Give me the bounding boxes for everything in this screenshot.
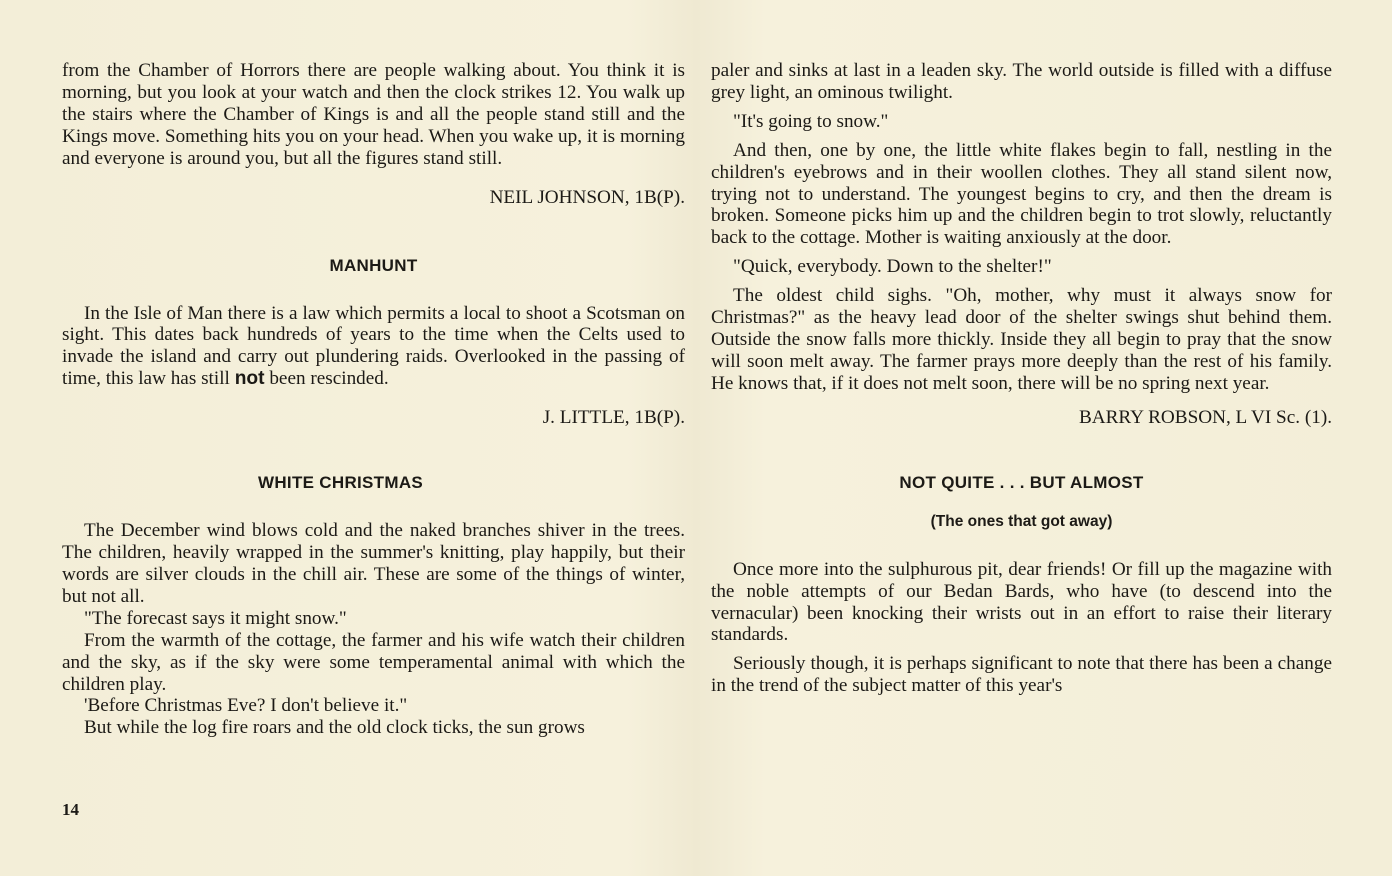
heading-manhunt: MANHUNT — [329, 255, 418, 275]
right-column — [711, 60, 1332, 697]
white-christmas-paragraph-4: 'Before Christmas Eve? I don't believe it." — [84, 695, 408, 717]
author-signature-j-little: J. LITTLE, 1B(P). — [542, 407, 685, 429]
white-christmas-paragraph-6: paler and sinks at last in a leaden sky. The world outside is filled with a diffuse grey light, an ominous twilight. — [711, 60, 1332, 103]
left-column — [62, 60, 685, 739]
white-christmas-paragraph-9: "Quick, everybody. Down to the shelter!" — [733, 256, 1052, 278]
white-christmas-paragraph-3: From the warmth of the cottage, the farmer and his wife watch their children and the sky, as if the sky were some temperamental animal with which the children play. — [62, 629, 685, 695]
subheading-ones-that-got-away: (The ones that got away) — [930, 512, 1113, 530]
white-christmas-paragraph-5: But while the log fire roars and the old clock ticks, the sun grows — [84, 717, 585, 739]
emphasis-not: not — [234, 368, 265, 390]
heading-white-christmas: WHITE CHRISTMAS — [258, 473, 424, 493]
white-christmas-paragraph-7: "It's going to snow." — [733, 110, 889, 132]
not-quite-paragraph-2: Seriously though, it is perhaps significant to note that there has been a change in the trend of the subject matter of this year's — [711, 653, 1332, 697]
page-number: 14 — [62, 800, 79, 819]
manhunt-paragraph: In the Isle of Man there is a law which permits a local to shoot a Scotsman on sight. This dates back hundreds of years to the time when the Celts used to invade the island and carry out plundering raids. Overlooked in the passing of time, this law has still not been rescinded. — [62, 302, 685, 390]
white-christmas-paragraph-1: The December wind blows cold and the naked branches shiver in the trees. The children, heavily wrapped in the summer's knitting, play happily, but their words are silver clouds in the chill air. These are some of the things of winter, but not all. — [62, 520, 685, 607]
white-christmas-paragraph-10: The oldest child sighs. "Oh, mother, why must it always snow for Christmas?" as the heavy lead door of the shelter swings shut behind them. Outside the snow falls more thickly. Inside they all begin to pray that the snow will soon melt away. The farmer prays more deeply than the rest of his family. He knows that, if it does not melt soon, there will be no spring next year. — [711, 285, 1332, 394]
white-christmas-paragraph-2: "The forecast says it might snow." — [84, 607, 347, 629]
white-christmas-paragraph-8: And then, one by one, the little white flakes begin to fall, nestling in the children's eyebrows and in their woollen clothes. They all stand silent now, trying not to understand. The youngest begins to cry, and then the dream is broken. Someone picks him up and the children begin to trot slowly, reluctantly back to the cottage. Mother is waiting anxiously at the door. — [711, 139, 1332, 249]
heading-not-quite-but-almost: NOT QUITE . . . BUT ALMOST — [899, 472, 1144, 492]
author-signature-neil-johnson: NEIL JOHNSON, 1B(P). — [489, 186, 685, 208]
story-ending-paragraph: from the Chamber of Horrors there are people walking about. You think it is morning, but you look at your watch and then the clock strikes 12. You walk up the stairs where the Chamber of Kings is and all the people stand still and the Kings move. Something hits you on your head. When you wake up, it is morning and everyone is around you, but all the figures stand still. — [62, 60, 685, 169]
not-quite-paragraph-1: Once more into the sulphurous pit, dear friends! Or fill up the magazine with the noble attempts of our Bedan Bards, who have (to descend into the vernacular) been knocking their wrists out in an effort to raise their literary standards. — [711, 558, 1332, 646]
author-signature-barry-robson: BARRY ROBSON, L VI Sc. (1). — [1078, 406, 1332, 428]
